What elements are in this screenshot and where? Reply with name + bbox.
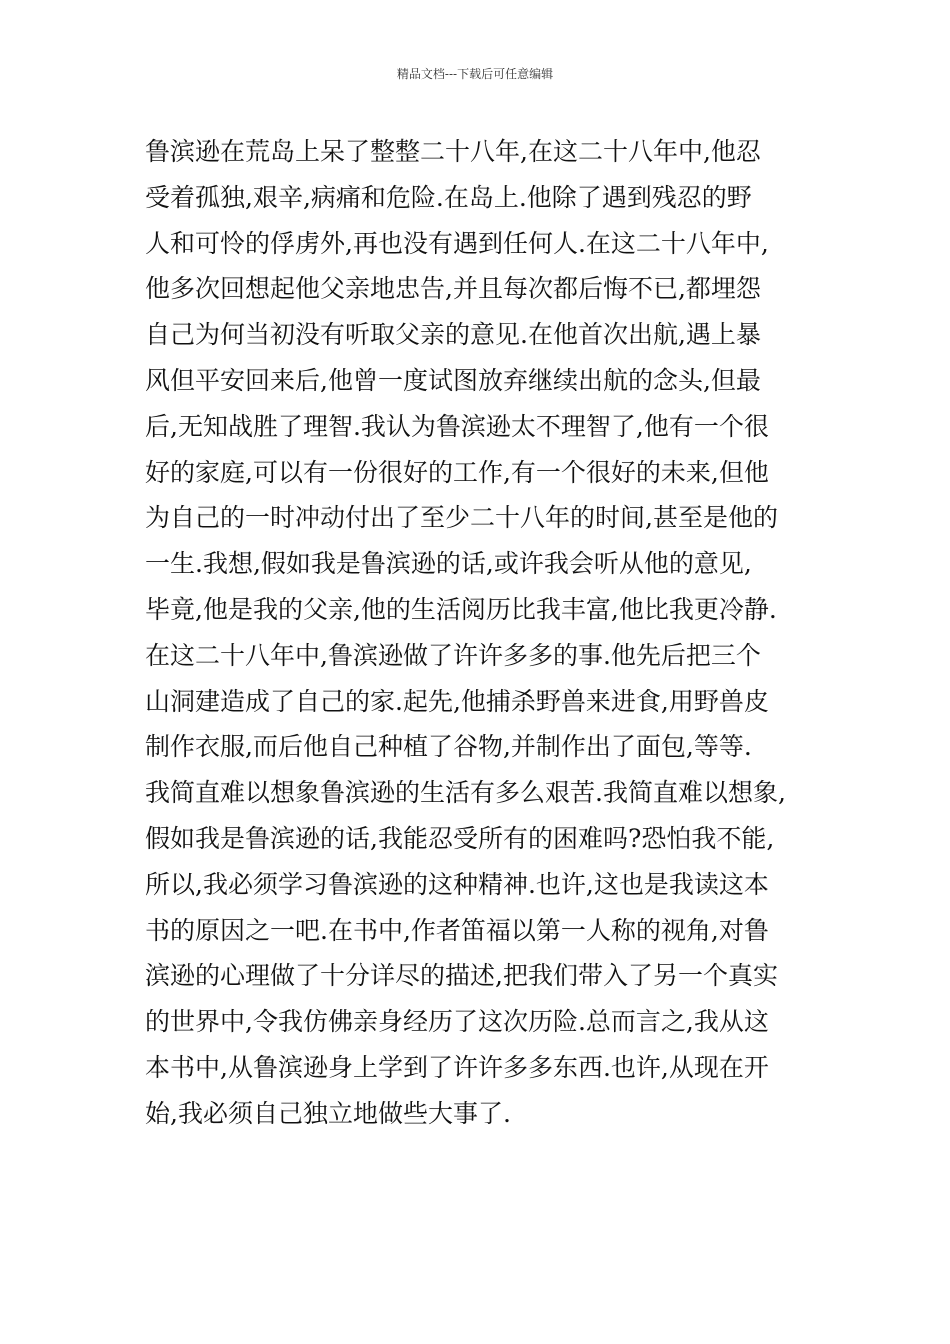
text-line: 一生.我想,假如我是鲁滨逊的话,或许我会听从他的意见,	[145, 549, 752, 579]
text-line: 毕竟,他是我的父亲,他的生活阅历比我丰富,他比我更冷静.	[145, 594, 777, 624]
text-line: 的世界中,令我仿佛亲身经历了这次历险.总而言之,我从这	[145, 1007, 769, 1037]
text-line: 自己为何当初没有听取父亲的意见.在他首次出航,遇上暴	[145, 320, 761, 350]
page-header: 精品文档---下载后可任意编辑	[396, 67, 554, 81]
text-line: 为自己的一时冲动付出了至少二十八年的时间,甚至是他的	[145, 503, 778, 533]
text-line: 鲁滨逊在荒岛上呆了整整二十八年,在这二十八年中,他忍	[145, 137, 761, 166]
text-line: 他多次回想起他父亲地忠告,并且每次都后悔不已,都埋怨	[145, 274, 761, 304]
text-line: 后,无知战胜了理智.我认为鲁滨逊太不理智了,他有一个很	[145, 411, 769, 441]
text-line: 好的家庭,可以有一份很好的工作,有一个很好的未来,但他	[145, 457, 769, 487]
text-line: 山洞建造成了自己的家.起先,他捕杀野兽来进食,用野兽皮	[145, 686, 769, 716]
body-paragraph	[145, 129, 815, 1137]
text-line: 风但平安回来后,他曾一度试图放弃继续出航的念头,但最	[145, 365, 761, 395]
text-line: 我简直难以想象鲁滨逊的生活有多么艰苦.我简直难以想象,	[145, 778, 786, 808]
text-line: 所以,我必须学习鲁滨逊的这种精神.也许,这也是我读这本	[145, 869, 769, 899]
text-line: 在这二十八年中,鲁滨逊做了许许多多的事.他先后把三个	[145, 640, 761, 670]
text-line: 制作衣服,而后他自己种植了谷物,并制作出了面包,等等.	[145, 732, 752, 762]
text-line: 本书中,从鲁滨逊身上学到了许许多多东西.也许,从现在开	[145, 1052, 769, 1082]
text-line: 人和可怜的俘虏外,再也没有遇到任何人.在这二十八年中,	[145, 228, 769, 258]
text-line: 假如我是鲁滨逊的话,我能忍受所有的困难吗?恐怕我不能,	[145, 823, 775, 853]
text-line: 始,我必须自己独立地做些大事了.	[145, 1098, 511, 1128]
text-line: 受着孤独,艰辛,病痛和危险.在岛上.他除了遇到残忍的野	[145, 182, 752, 212]
text-line: 书的原因之一吧.在书中,作者笛福以第一人称的视角,对鲁	[145, 915, 769, 945]
text-line: 滨逊的心理做了十分详尽的描述,把我们带入了另一个真实	[145, 961, 778, 991]
